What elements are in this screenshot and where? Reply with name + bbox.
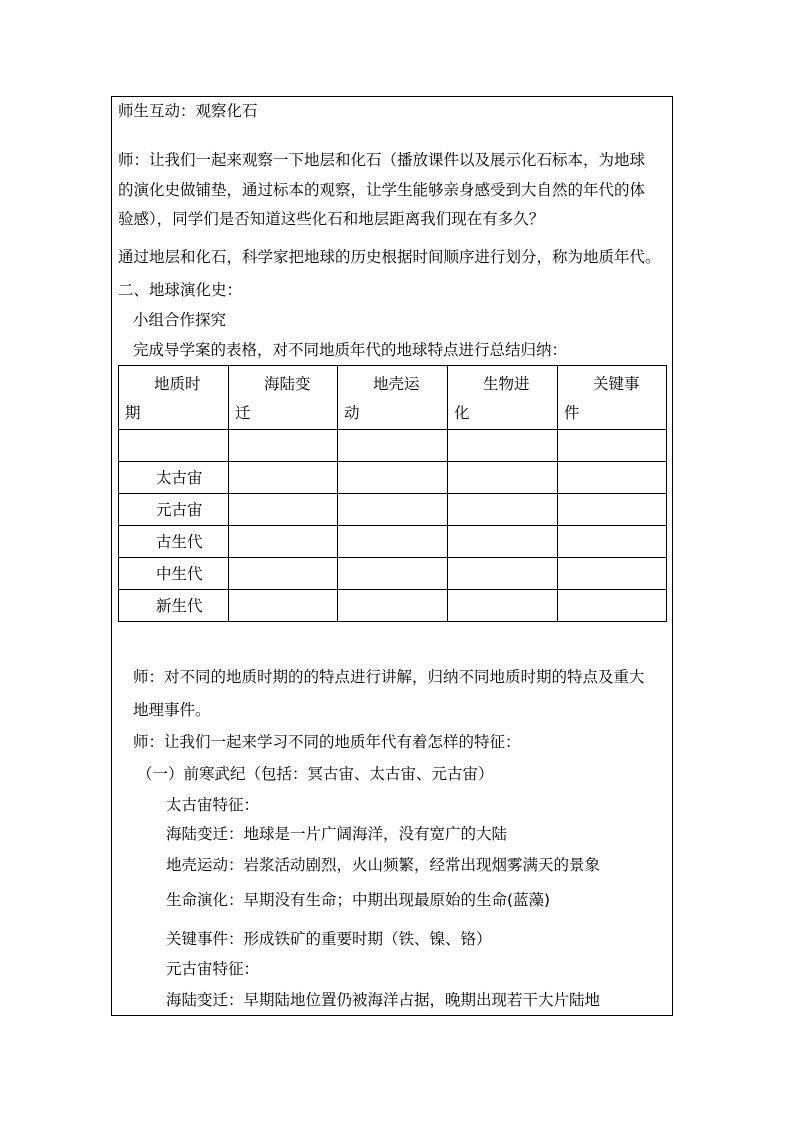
- row-label: [119, 430, 229, 462]
- table-cell: [448, 590, 558, 622]
- summary-line: 通过地层和化石，科学家把地球的历史根据时间顺序进行划分，称为地质年代。: [118, 248, 661, 266]
- table-cell: [229, 526, 338, 558]
- header-geologic-period: 地质时 期: [119, 366, 229, 430]
- table-row: [119, 590, 667, 622]
- table-cell: [558, 462, 667, 494]
- table-row: [119, 430, 667, 462]
- row-label: 古生代: [119, 526, 229, 558]
- proterozoic-title: 元古宙特征：: [166, 960, 260, 978]
- row-label: 元古宙: [119, 494, 229, 526]
- table-cell: [448, 430, 558, 462]
- teacher-line-1: 师：让我们一起来观察一下地层和化石（播放课件以及展示化石标本，为地球: [118, 151, 646, 169]
- lecture-line-3: 师：让我们一起来学习不同的地质年代有着怎样的特征：: [133, 733, 521, 751]
- proterozoic-sea-land: 海陆变迁：早期陆地位置仍被海洋占据，晚期出现若干大片陆地: [166, 991, 601, 1009]
- table-cell: [448, 494, 558, 526]
- geologic-era-table: [118, 365, 667, 622]
- table-row: [119, 558, 667, 590]
- table-cell: [229, 462, 338, 494]
- table-cell: [558, 494, 667, 526]
- header-key-events: 关键事 件: [558, 366, 667, 430]
- table-cell: [229, 558, 338, 590]
- task-instruction: 完成导学案的表格，对不同地质年代的地球特点进行总结归纳：: [133, 341, 568, 359]
- lecture-line-2: 地理事件。: [133, 701, 211, 719]
- table-cell: [448, 558, 558, 590]
- archean-sea-land: 海陆变迁：地球是一片广阔海洋，没有宽广的大陆: [166, 825, 508, 843]
- table-cell: [338, 462, 448, 494]
- archean-title: 太古宙特征：: [166, 796, 260, 814]
- lecture-line-1: 师：对不同的地质时期的的特点进行讲解，归纳不同地质时期的特点及重大: [133, 668, 645, 686]
- archean-key-events: 关键事件：形成铁矿的重要时期（铁、镍、铬）: [166, 930, 492, 948]
- table-cell: [558, 590, 667, 622]
- table-cell: [229, 430, 338, 462]
- table-cell: [338, 590, 448, 622]
- row-label: 太古宙: [119, 462, 229, 494]
- teacher-line-2: 的演化史做铺垫，通过标本的观察，让学生能够亲身感受到大自然的年代的体: [118, 181, 646, 199]
- table-cell: [229, 590, 338, 622]
- table-row: [119, 494, 667, 526]
- table-cell: [448, 462, 558, 494]
- table-cell: [558, 430, 667, 462]
- table-row: [119, 462, 667, 494]
- activity-heading: 师生互动：观察化石: [118, 102, 258, 120]
- group-activity-label: 小组合作探究: [133, 311, 227, 329]
- row-label: 新生代: [119, 590, 229, 622]
- table-cell: [338, 494, 448, 526]
- table-cell: [338, 526, 448, 558]
- table-cell: [558, 526, 667, 558]
- archean-life: 生命演化：早期没有生命；中期出现最原始的生命(蓝藻): [166, 891, 551, 909]
- table-cell: [448, 526, 558, 558]
- table-cell: [338, 430, 448, 462]
- archean-crust: 地壳运动：岩浆活动剧烈，火山频繁，经常出现烟雾满天的景象: [166, 856, 601, 874]
- header-crustal-movement: 地壳运 动: [338, 366, 448, 430]
- header-sea-land-change: 海陆变 迁: [229, 366, 338, 430]
- table-cell: [558, 558, 667, 590]
- section-title: 二、地球演化史：: [118, 281, 243, 299]
- table-cell: [338, 558, 448, 590]
- table-cell: [229, 494, 338, 526]
- teacher-line-3: 验感），同学们是否知道这些化石和地层距离我们现在有多久？: [118, 210, 545, 228]
- row-label: 中生代: [119, 558, 229, 590]
- precambrian-heading: （一）前寒武纪（包括：冥古宙、太古宙、元古宙）: [137, 765, 494, 783]
- table-header-row: [119, 366, 667, 430]
- header-biological-evolution: 生物进 化: [448, 366, 558, 430]
- table-row: [119, 526, 667, 558]
